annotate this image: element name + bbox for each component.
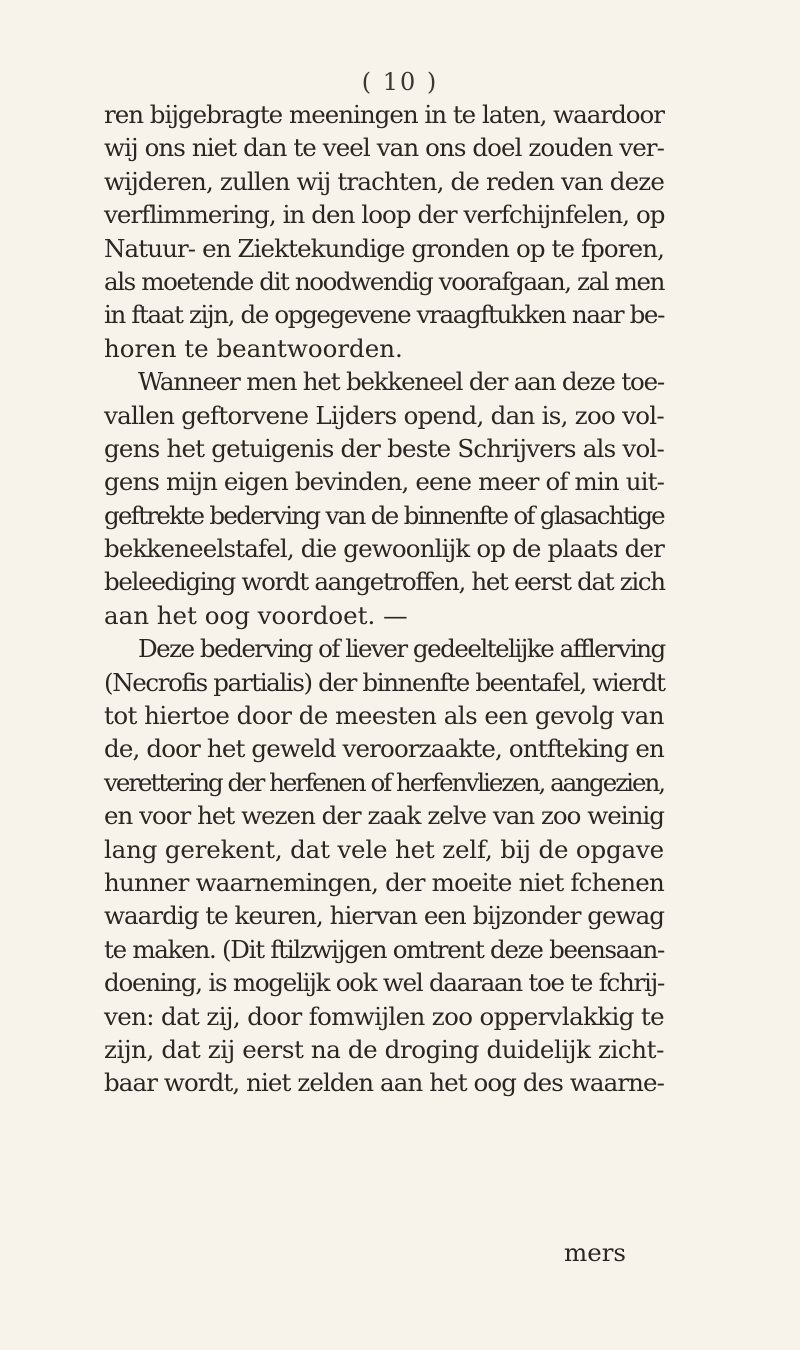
text-line: verettering der herfenen of herfenvliezen, aangezien, — [104, 767, 664, 797]
text-line: de, door het geweld veroorzaakte, ontfteking en — [104, 734, 664, 764]
text-line: wijderen, zullen wij trachten, de reden van deze — [104, 166, 664, 196]
text-line: wij ons niet dan te veel van ons doel zouden ver- — [104, 133, 664, 163]
text-line: in ftaat zijn, de opgegevene vraagftukken naar be- — [104, 300, 664, 330]
text-line: beleediging wordt aangetroffen, het eerst dat zich — [104, 567, 665, 597]
text-line: gens mijn eigen bevinden, eene meer of min uit- — [104, 467, 664, 497]
text-line: doening, is mogelijk ook wel daaraan toe te fchrij- — [104, 968, 664, 998]
text-line: bekkeneelstafel, die gewoonlijk op de plaats der — [104, 534, 664, 564]
text-line: en voor het wezen der zaak zelve van zoo weinig — [104, 801, 664, 831]
text-line: horen te beantwoorden. — [104, 333, 403, 363]
text-line: gens het getuigenis der beste Schrijvers als vol- — [104, 433, 665, 463]
page-number: ( 10 ) — [361, 68, 439, 96]
catchword: mers — [563, 1238, 626, 1267]
text-line: waardig te keuren, hiervan een bijzonder gewag — [104, 901, 664, 931]
text-line: (Necrofis partialis) der binnenfte beentafel, wierdt — [104, 667, 665, 697]
text-line: te maken. (Dit ftilzwijgen omtrent deze beensaan- — [104, 934, 664, 964]
text-line: geftrekte bederving van de binnenfte of glasachtige — [104, 500, 664, 530]
text-line: tot hiertoe door de meesten als een gevolg van — [104, 701, 664, 731]
text-line: aan het oog voordoet. — — [104, 600, 408, 630]
text-line: Wanneer men het bekkeneel der aan deze toe- — [138, 367, 664, 397]
text-line: Deze bederving of liever gedeeltelijke afflerving — [138, 634, 665, 664]
text-line: hunner waarnemingen, der moeite niet fchenen — [104, 867, 664, 897]
text-line: ven: dat zij, door fomwijlen zoo oppervlakkig te — [104, 1001, 664, 1031]
body-text — [104, 98, 665, 1100]
text-line: als moetende dit noodwendig voorafgaan, zal men — [104, 266, 664, 296]
text-line: Natuur- en Ziektekundige gronden op te fporen, — [104, 233, 664, 263]
text-line: lang gerekent, dat vele het zelf, bij de opgave — [104, 834, 664, 864]
text-line: ren bijgebragte meeningen in te laten, waardoor — [104, 100, 664, 129]
text-line: verflimmering, in den loop der verfchijnfelen, op — [104, 200, 665, 230]
text-line: zijn, dat zij eerst na de droging duidelijk zicht- — [104, 1034, 664, 1064]
text-line: baar wordt, niet zelden aan het oog des waarne- — [104, 1068, 664, 1098]
text-line: vallen geftorvene Lijders opend, dan is, zoo vol- — [104, 400, 664, 430]
